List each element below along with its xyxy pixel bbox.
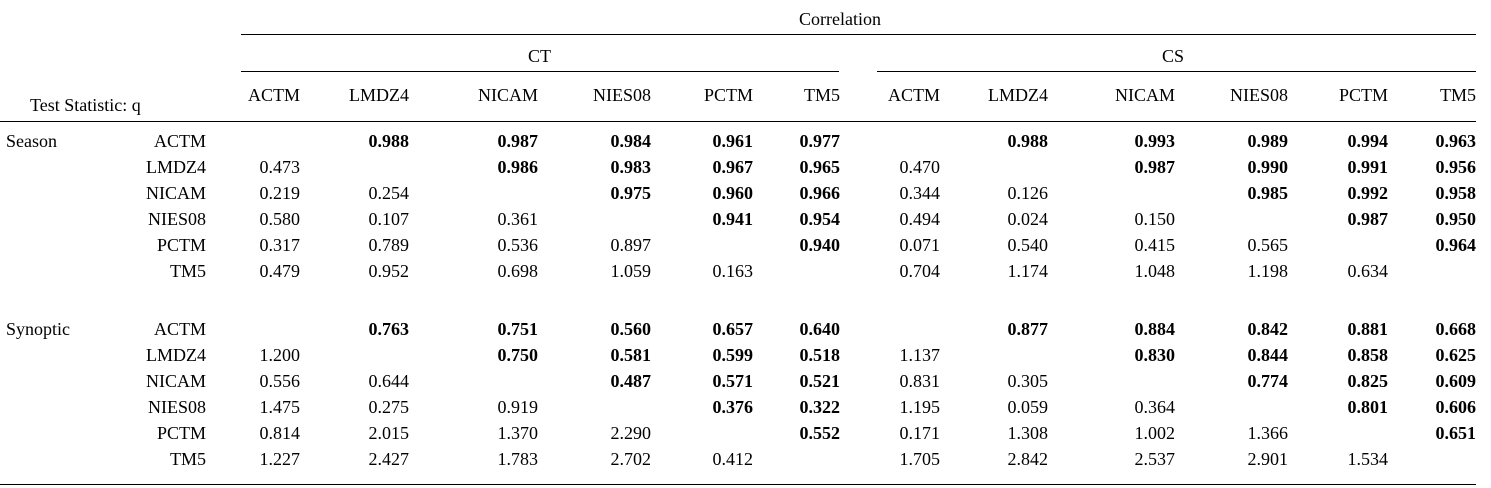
table-cell: 0.668	[1435, 319, 1476, 339]
table-cell: 0.940	[799, 235, 840, 255]
table-cell: 0.985	[1247, 183, 1288, 203]
column-header-ct-pctm: PCTM	[703, 85, 753, 105]
table-cell: 0.987	[497, 131, 538, 151]
table-cell: 0.126	[1007, 183, 1048, 203]
test-statistic-label: Test Statistic: q	[30, 95, 141, 115]
row-label-nicam: NICAM	[145, 183, 206, 203]
table-cell: 0.552	[799, 423, 840, 443]
table-cell: 0.977	[799, 131, 840, 151]
table-cell: 0.987	[1134, 157, 1175, 177]
table-cell: 0.581	[610, 345, 651, 365]
table-cell: 0.989	[1247, 131, 1288, 151]
table-cell: 0.580	[259, 209, 300, 229]
table-cell: 0.219	[259, 183, 300, 203]
table-cell: 0.275	[368, 397, 409, 417]
table-cell: 0.963	[1435, 131, 1476, 151]
section-label-synoptic: Synoptic	[6, 319, 71, 339]
table-cell: 0.651	[1435, 423, 1476, 443]
table-cell: 1.048	[1134, 261, 1175, 281]
table-cell: 0.956	[1435, 157, 1476, 177]
table-cell: 1.308	[1007, 423, 1048, 443]
table-cell: 0.751	[497, 319, 538, 339]
row-label-lmdz4: LMDZ4	[146, 157, 206, 177]
table-cell: 2.702	[610, 449, 651, 469]
table-cell: 1.200	[259, 345, 300, 365]
table-cell: 0.988	[1007, 131, 1048, 151]
table-cell: 0.992	[1347, 183, 1388, 203]
table-cell: 0.107	[368, 209, 409, 229]
table-cell: 0.364	[1134, 397, 1175, 417]
table-cell: 0.825	[1347, 371, 1388, 391]
table-cell: 0.415	[1134, 235, 1175, 255]
table-cell: 0.993	[1134, 131, 1175, 151]
table-cell: 1.174	[1007, 261, 1048, 281]
table-cell: 2.842	[1007, 449, 1048, 469]
correlation-rule	[241, 34, 1476, 35]
table-cell: 0.877	[1007, 319, 1048, 339]
row-label-pctm: PCTM	[156, 423, 206, 443]
table-cell: 1.370	[497, 423, 538, 443]
column-header-ct-lmdz4: LMDZ4	[349, 85, 409, 105]
table-cell: 0.640	[799, 319, 840, 339]
ct-group-rule	[241, 71, 839, 72]
table-cell: 0.941	[712, 209, 753, 229]
table-cell: 2.537	[1134, 449, 1175, 469]
column-header-cs-nicam: NICAM	[1114, 85, 1175, 105]
row-label-actm: ACTM	[153, 131, 206, 151]
table-cell: 0.634	[1347, 261, 1388, 281]
table-cell: 1.475	[259, 397, 300, 417]
table-cell: 0.984	[610, 131, 651, 151]
table-cell: 0.565	[1247, 235, 1288, 255]
table-cell: 0.571	[712, 371, 753, 391]
table-cell: 1.534	[1347, 449, 1388, 469]
table-cell: 1.705	[899, 449, 940, 469]
table-cell: 0.789	[368, 235, 409, 255]
section-label-season: Season	[6, 131, 57, 151]
table-cell: 0.994	[1347, 131, 1388, 151]
table-cell: 0.858	[1347, 345, 1388, 365]
column-header-ct-nies08: NIES08	[593, 85, 651, 105]
table-cell: 0.150	[1134, 209, 1175, 229]
table-cell: 0.814	[259, 423, 300, 443]
table-cell: 0.560	[610, 319, 651, 339]
table-cell: 0.322	[799, 397, 840, 417]
table-cell: 2.290	[610, 423, 651, 443]
table-cell: 0.059	[1007, 397, 1048, 417]
table-cell: 0.750	[497, 345, 538, 365]
table-cell: 0.986	[497, 157, 538, 177]
table-cell: 0.556	[259, 371, 300, 391]
table-cell: 0.965	[799, 157, 840, 177]
table-cell: 0.966	[799, 183, 840, 203]
table-cell: 0.884	[1134, 319, 1175, 339]
column-header-cs-lmdz4: LMDZ4	[988, 85, 1048, 105]
table-cell: 0.376	[712, 397, 753, 417]
table-cell: 0.644	[368, 371, 409, 391]
table-cell: 0.801	[1347, 397, 1388, 417]
table-cell: 0.967	[712, 157, 753, 177]
table-cell: 0.704	[899, 261, 940, 281]
column-header-cs-nies08: NIES08	[1230, 85, 1288, 105]
table-cell: 0.540	[1007, 235, 1048, 255]
column-header-ct-actm: ACTM	[247, 85, 300, 105]
table-cell: 0.305	[1007, 371, 1048, 391]
table-cell: 0.830	[1134, 345, 1175, 365]
row-label-pctm: PCTM	[156, 235, 206, 255]
table-cell: 0.494	[899, 209, 940, 229]
table-cell: 0.412	[712, 449, 753, 469]
row-label-nies08: NIES08	[148, 397, 206, 417]
table-cell: 0.657	[712, 319, 753, 339]
table-cell: 0.961	[712, 131, 753, 151]
table-cell: 0.975	[610, 183, 651, 203]
correlation-header: Correlation	[799, 9, 881, 29]
table-cell: 0.987	[1347, 209, 1388, 229]
row-label-nies08: NIES08	[148, 209, 206, 229]
table-cell: 2.901	[1247, 449, 1288, 469]
table-cell: 0.960	[712, 183, 753, 203]
table-cell: 1.195	[899, 397, 940, 417]
table-bottom-rule	[0, 484, 1476, 485]
table-cell: 1.198	[1247, 261, 1288, 281]
column-header-ct-nicam: NICAM	[477, 85, 538, 105]
table-cell: 0.606	[1435, 397, 1476, 417]
table-cell: 0.983	[610, 157, 651, 177]
table-cell: 0.954	[799, 209, 840, 229]
table-cell: 0.897	[610, 235, 651, 255]
row-label-tm5: TM5	[170, 261, 206, 281]
row-label-actm: ACTM	[153, 319, 206, 339]
table-cell: 0.609	[1435, 371, 1476, 391]
table-cell: 0.964	[1435, 235, 1476, 255]
row-label-lmdz4: LMDZ4	[146, 345, 206, 365]
table-cell: 2.015	[368, 423, 409, 443]
column-header-cs-pctm: PCTM	[1338, 85, 1388, 105]
table-cell: 0.487	[610, 371, 651, 391]
table-cell: 0.991	[1347, 157, 1388, 177]
table-cell: 0.625	[1435, 345, 1476, 365]
table-cell: 0.988	[368, 131, 409, 151]
table-cell: 0.470	[899, 157, 940, 177]
ct-group-header: CT	[528, 46, 552, 66]
table-cell: 1.227	[259, 449, 300, 469]
table-cell: 0.536	[497, 235, 538, 255]
table-cell: 0.952	[368, 261, 409, 281]
row-label-tm5: TM5	[170, 449, 206, 469]
table-cell: 0.881	[1347, 319, 1388, 339]
column-header-cs-tm5: TM5	[1440, 85, 1476, 105]
table-cell: 1.137	[899, 345, 940, 365]
table-cell: 0.024	[1007, 209, 1048, 229]
column-header-ct-tm5: TM5	[804, 85, 840, 105]
table-cell: 1.059	[610, 261, 651, 281]
table-cell: 0.842	[1247, 319, 1288, 339]
header-bottom-rule	[0, 121, 1476, 122]
table-cell: 0.990	[1247, 157, 1288, 177]
table-cell: 0.698	[497, 261, 538, 281]
table-cell: 0.071	[899, 235, 940, 255]
table-cell: 1.366	[1247, 423, 1288, 443]
column-header-cs-actm: ACTM	[887, 85, 940, 105]
cs-group-header: CS	[1162, 46, 1185, 66]
table-cell: 0.521	[799, 371, 840, 391]
cs-group-rule	[877, 71, 1476, 72]
table-cell: 0.831	[899, 371, 940, 391]
row-label-nicam: NICAM	[145, 371, 206, 391]
table-cell: 2.427	[368, 449, 409, 469]
table-cell: 0.361	[497, 209, 538, 229]
table-cell: 0.171	[899, 423, 940, 443]
table-cell: 0.919	[497, 397, 538, 417]
table-cell: 0.518	[799, 345, 840, 365]
table-cell: 0.473	[259, 157, 300, 177]
table-cell: 0.163	[712, 261, 753, 281]
table-cell: 0.317	[259, 235, 300, 255]
table-cell: 0.344	[899, 183, 940, 203]
table-cell: 0.599	[712, 345, 753, 365]
table-cell: 0.950	[1435, 209, 1476, 229]
table-cell: 1.783	[497, 449, 538, 469]
table-cell: 1.002	[1134, 423, 1175, 443]
table-cell: 0.774	[1247, 371, 1288, 391]
table-cell: 0.844	[1247, 345, 1288, 365]
table-cell: 0.254	[368, 183, 409, 203]
table-cell: 0.958	[1435, 183, 1476, 203]
table-cell: 0.479	[259, 261, 300, 281]
table-cell: 0.763	[368, 319, 409, 339]
